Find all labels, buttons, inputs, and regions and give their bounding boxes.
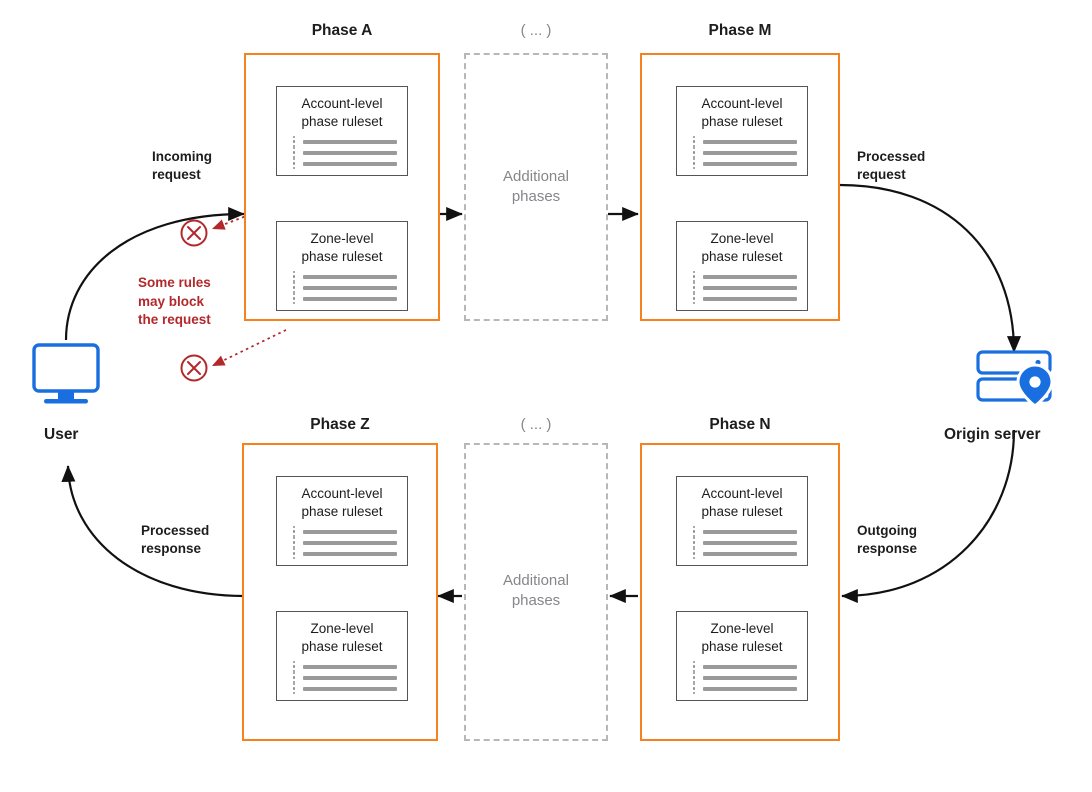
rule-bar [303,286,397,290]
ruleset-title: Zone-level phase ruleset [301,231,383,264]
rule-row [291,526,397,537]
ruleset-title: Zone-level phase ruleset [701,621,783,654]
label-outgoing-response: Outgoing response [857,523,918,556]
rule-row [691,672,797,683]
rule-dots-icon [291,292,297,306]
rule-bar [303,541,397,545]
rule-bar [303,530,397,534]
phase-box-n [640,443,840,741]
rule-bar [303,151,397,155]
rule-row [291,136,397,147]
rule-row [291,548,397,559]
additional-phases-label-bottom: Additional phases [503,572,569,610]
block-marker-1 [182,221,207,246]
rule-row [691,158,797,169]
rule-bar [703,297,797,301]
ruleset-rules [277,136,407,177]
block-marker-2 [182,356,207,381]
rule-bar [703,665,797,669]
rule-bar [303,297,397,301]
ruleset-title: Account-level phase ruleset [301,486,383,519]
rule-row [691,271,797,282]
phase-box-additional-bottom [464,443,608,741]
phase-title-z: Phase Z [310,416,370,433]
arrow-phase-m-to-origin [840,185,1014,352]
rule-dots-icon [691,682,697,696]
additional-phases-label-top: Additional phases [503,168,569,206]
phase-title-m: Phase M [708,22,772,39]
rule-bar [703,530,797,534]
rule-row [291,282,397,293]
label-processed-response: Processed response [141,523,210,556]
rule-row [691,293,797,304]
block-note: Some rules may block the request [138,275,211,328]
rule-row [291,672,397,683]
endpoint-label-origin-server: Origin server [944,426,1041,443]
rule-bar [303,687,397,691]
rule-row [291,158,397,169]
rule-row [691,548,797,559]
phase-box-z [242,443,438,741]
rule-bar [703,286,797,290]
rule-bar [703,541,797,545]
ruleset-title: Zone-level phase ruleset [301,621,383,654]
ruleset-title: Account-level phase ruleset [701,96,783,129]
ruleset-title: Account-level phase ruleset [301,96,383,129]
rule-row [691,526,797,537]
rule-bar [303,162,397,166]
arrow-block-zone-rules [212,330,286,366]
rule-bar [703,140,797,144]
rule-row [291,147,397,158]
rule-bar [303,676,397,680]
ruleset-rules [677,136,807,177]
phase-box-additional-top [464,53,608,321]
ruleset-zone-phase-z [276,611,408,701]
rule-bar [703,687,797,691]
ruleset-account-phase-n [676,476,808,566]
endpoint-label-user: User [44,426,79,443]
rule-row [291,537,397,548]
ruleset-title: Zone-level phase ruleset [701,231,783,264]
rule-row [291,271,397,282]
rule-bar [703,151,797,155]
ruleset-account-phase-a [276,86,408,176]
phase-box-a [244,53,440,321]
rule-bar [303,552,397,556]
label-processed-request: Processed request [857,149,926,182]
rule-dots-icon [691,547,697,561]
rule-bar [703,676,797,680]
rule-row [291,683,397,694]
phase-title-additional-bottom: ( ... ) [520,416,552,433]
server-icon [978,352,1052,406]
ruleset-rules [277,661,407,702]
ruleset-rules [277,271,407,312]
phase-title-n: Phase N [709,416,771,433]
ruleset-rules [677,271,807,312]
rule-row [691,147,797,158]
rule-row [291,661,397,672]
rule-bar [303,665,397,669]
rule-dots-icon [691,157,697,171]
rule-dots-icon [691,292,697,306]
ruleset-rules [677,661,807,702]
monitor-icon [34,345,98,404]
rule-dots-icon [291,682,297,696]
ruleset-zone-phase-m [676,221,808,311]
phase-title-a: Phase A [311,22,373,39]
phase-box-m [640,53,840,321]
rule-bar [703,552,797,556]
ruleset-zone-phase-a [276,221,408,311]
ruleset-account-phase-m [676,86,808,176]
rule-dots-icon [291,157,297,171]
rule-row [291,293,397,304]
rule-row [691,661,797,672]
rule-bar [703,162,797,166]
ruleset-account-phase-z [276,476,408,566]
rule-row [691,282,797,293]
label-incoming-request: Incoming request [152,149,212,182]
phase-title-additional-top: ( ... ) [520,22,552,39]
arrow-origin-to-phase-n [842,430,1014,596]
ruleset-rules [677,526,807,567]
rule-row [691,683,797,694]
rule-dots-icon [291,547,297,561]
rule-bar [303,140,397,144]
rule-row [691,136,797,147]
ruleset-rules [277,526,407,567]
ruleset-title: Account-level phase ruleset [701,486,783,519]
rule-row [691,537,797,548]
rule-bar [703,275,797,279]
rule-bar [303,275,397,279]
ruleset-zone-phase-n [676,611,808,701]
